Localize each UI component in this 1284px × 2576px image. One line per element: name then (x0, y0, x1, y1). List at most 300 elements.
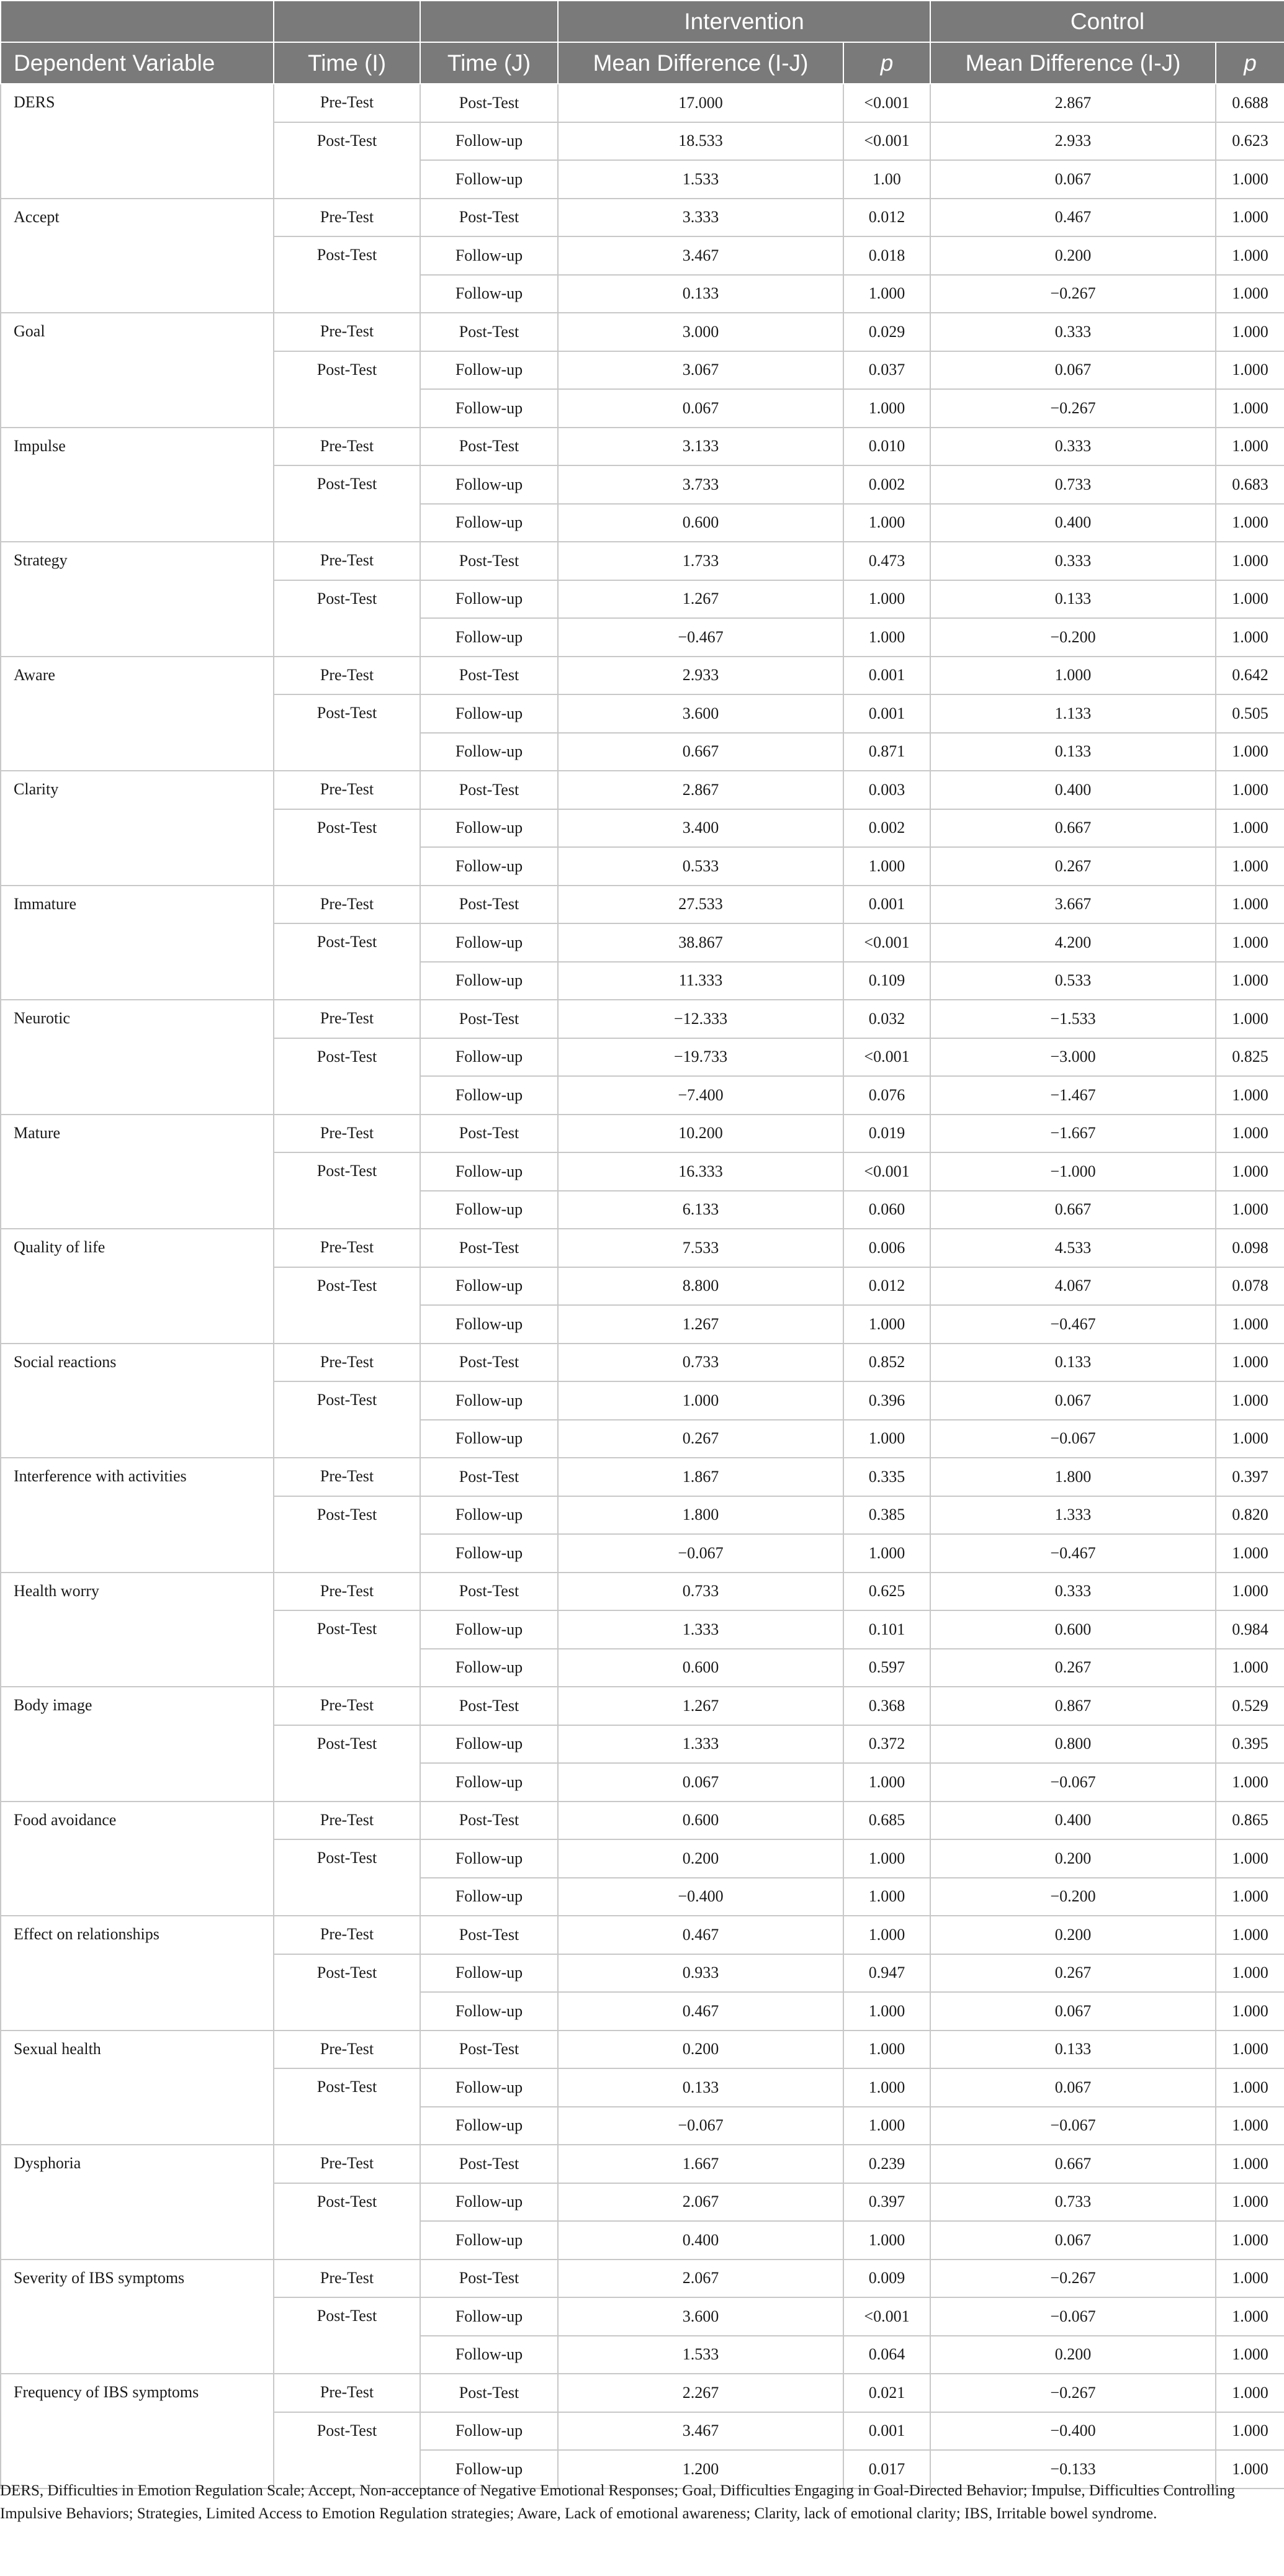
control-mean-difference-cell: −1.533 (930, 1000, 1216, 1038)
time-j-cell: Follow-up (420, 1038, 558, 1077)
control-p-cell: 1.000 (1216, 389, 1284, 428)
header-intervention-group: Intervention (558, 1, 930, 42)
control-mean-difference-cell: −0.133 (930, 2450, 1216, 2488)
time-j-cell: Follow-up (420, 2336, 558, 2374)
time-j-cell: Post-Test (420, 2031, 558, 2069)
time-j-cell: Post-Test (420, 1000, 558, 1038)
header-blank-cell (420, 1, 558, 42)
time-j-cell: Follow-up (420, 1191, 558, 1229)
control-mean-difference-cell: 0.200 (930, 2336, 1216, 2374)
dependent-variable-cell: DERS (1, 84, 274, 199)
control-mean-difference-cell: 1.333 (930, 1496, 1216, 1535)
table-row (1, 313, 1284, 351)
intervention-mean-difference-cell: 1.533 (558, 2336, 843, 2374)
time-j-cell: Post-Test (420, 2145, 558, 2183)
time-j-cell: Follow-up (420, 809, 558, 848)
time-j-cell: Follow-up (420, 1725, 558, 1764)
time-i-cell: Pre-Test (274, 199, 420, 237)
time-j-cell: Post-Test (420, 1229, 558, 1267)
control-p-cell: 0.825 (1216, 1038, 1284, 1077)
dependent-variable-cell: Sexual health (1, 2031, 274, 2145)
intervention-p-cell: 1.000 (843, 1839, 930, 1878)
control-p-cell: 1.000 (1216, 313, 1284, 351)
time-i-cell: Post-Test (274, 1610, 420, 1687)
control-mean-difference-cell: 0.667 (930, 1191, 1216, 1229)
control-p-cell: 1.000 (1216, 2412, 1284, 2451)
time-j-cell: Follow-up (420, 2221, 558, 2260)
table-row (1, 2145, 1284, 2183)
intervention-mean-difference-cell: 2.867 (558, 771, 843, 809)
intervention-p-cell: 0.473 (843, 542, 930, 580)
time-j-cell: Follow-up (420, 1610, 558, 1649)
header-control-group: Control (930, 1, 1284, 42)
intervention-mean-difference-cell: 0.667 (558, 733, 843, 771)
table-row (1, 1458, 1284, 1496)
control-p-cell: 1.000 (1216, 2297, 1284, 2336)
intervention-p-cell: 0.060 (843, 1191, 930, 1229)
intervention-p-cell: 1.000 (843, 580, 930, 619)
intervention-mean-difference-cell: 3.600 (558, 2297, 843, 2336)
time-i-cell: Post-Test (274, 809, 420, 886)
intervention-p-cell: 0.368 (843, 1687, 930, 1725)
control-p-cell: 1.000 (1216, 1649, 1284, 1687)
time-j-cell: Follow-up (420, 847, 558, 886)
time-i-cell: Pre-Test (274, 542, 420, 580)
intervention-mean-difference-cell: 11.333 (558, 962, 843, 1000)
control-p-cell: 1.000 (1216, 618, 1284, 657)
dependent-variable-cell: Severity of IBS symptoms (1, 2260, 274, 2374)
dependent-variable-cell: Quality of life (1, 1229, 274, 1344)
intervention-p-cell: 0.012 (843, 199, 930, 237)
intervention-p-cell: <0.001 (843, 1038, 930, 1077)
control-mean-difference-cell: −1.667 (930, 1115, 1216, 1153)
intervention-p-cell: 0.018 (843, 236, 930, 275)
control-p-cell: 1.000 (1216, 1344, 1284, 1382)
header-time-i: Time (I) (274, 42, 420, 84)
time-j-cell: Follow-up (420, 1839, 558, 1878)
intervention-mean-difference-cell: 7.533 (558, 1229, 843, 1267)
control-mean-difference-cell: 0.733 (930, 465, 1216, 504)
intervention-mean-difference-cell: −7.400 (558, 1076, 843, 1115)
time-j-cell: Follow-up (420, 1152, 558, 1191)
control-p-cell: 0.683 (1216, 465, 1284, 504)
intervention-mean-difference-cell: 1.333 (558, 1725, 843, 1764)
intervention-mean-difference-cell: 0.733 (558, 1344, 843, 1382)
table-body (1, 84, 1284, 2488)
dependent-variable-cell: Social reactions (1, 1344, 274, 1458)
time-j-cell: Follow-up (420, 2183, 558, 2222)
time-i-cell: Pre-Test (274, 1344, 420, 1382)
control-mean-difference-cell: 0.267 (930, 847, 1216, 886)
table-footnote: DERS, Difficulties in Emotion Regulation Scale; Accept, Non-acceptance of Negative Emotional Responses; Goal, Difficulties Engaging in Goal-Directed Behavior; Impulse, Difficulties Controlling Impulsive Behaviors; Strategies, Limited Access to Emotion Regulation strategies; Aware, Lack of emotional awareness; Clarity, lack of emotional clarity; IBS, Irritable bowel syndrome. (0, 2482, 1235, 2522)
intervention-p-cell: <0.001 (843, 84, 930, 122)
table-row (1, 2031, 1284, 2069)
time-i-cell: Post-Test (274, 1954, 420, 2031)
control-mean-difference-cell: 0.067 (930, 351, 1216, 390)
time-i-cell: Pre-Test (274, 2145, 420, 2183)
intervention-mean-difference-cell: 0.133 (558, 2068, 843, 2107)
table-row (1, 542, 1284, 580)
time-j-cell: Follow-up (420, 1420, 558, 1458)
control-p-cell: 1.000 (1216, 962, 1284, 1000)
intervention-mean-difference-cell: 0.467 (558, 1992, 843, 2031)
control-mean-difference-cell: 3.667 (930, 886, 1216, 924)
intervention-p-cell: 0.239 (843, 2145, 930, 2183)
intervention-mean-difference-cell: −0.400 (558, 1878, 843, 1916)
intervention-mean-difference-cell: 0.933 (558, 1954, 843, 1993)
intervention-p-cell: 1.000 (843, 1305, 930, 1344)
time-j-cell: Post-Test (420, 771, 558, 809)
control-mean-difference-cell: 0.533 (930, 962, 1216, 1000)
time-j-cell: Post-Test (420, 199, 558, 237)
intervention-mean-difference-cell: 8.800 (558, 1267, 843, 1306)
control-mean-difference-cell: −0.267 (930, 2374, 1216, 2412)
time-j-cell: Follow-up (420, 504, 558, 542)
dependent-variable-cell: Frequency of IBS symptoms (1, 2374, 274, 2488)
intervention-mean-difference-cell: 27.533 (558, 886, 843, 924)
control-p-cell: 1.000 (1216, 1839, 1284, 1878)
control-p-cell: 0.397 (1216, 1458, 1284, 1496)
time-i-cell: Post-Test (274, 1152, 420, 1229)
control-mean-difference-cell: 2.933 (930, 122, 1216, 161)
time-j-cell: Post-Test (420, 1573, 558, 1611)
dependent-variable-cell: Aware (1, 657, 274, 771)
time-j-cell: Follow-up (420, 465, 558, 504)
intervention-mean-difference-cell: 3.133 (558, 428, 843, 466)
intervention-p-cell: 1.000 (843, 504, 930, 542)
intervention-mean-difference-cell: 2.933 (558, 657, 843, 695)
intervention-p-cell: 0.029 (843, 313, 930, 351)
time-i-cell: Pre-Test (274, 1802, 420, 1840)
intervention-p-cell: 1.000 (843, 1916, 930, 1954)
time-j-cell: Follow-up (420, 2107, 558, 2145)
intervention-p-cell: 0.009 (843, 2260, 930, 2298)
time-i-cell: Pre-Test (274, 771, 420, 809)
table-row (1, 84, 1284, 122)
intervention-p-cell: 1.000 (843, 2031, 930, 2069)
intervention-p-cell: <0.001 (843, 1152, 930, 1191)
control-p-cell: 0.529 (1216, 1687, 1284, 1725)
header-control-p: p (1216, 42, 1284, 84)
control-p-cell: 1.000 (1216, 1191, 1284, 1229)
control-p-cell: 0.984 (1216, 1610, 1284, 1649)
table-row (1, 1000, 1284, 1038)
time-j-cell: Post-Test (420, 1115, 558, 1153)
control-mean-difference-cell: 0.333 (930, 542, 1216, 580)
intervention-p-cell: 0.012 (843, 1267, 930, 1306)
time-j-cell: Follow-up (420, 1992, 558, 2031)
intervention-p-cell: <0.001 (843, 2297, 930, 2336)
control-mean-difference-cell: 0.267 (930, 1954, 1216, 1993)
control-mean-difference-cell: 1.133 (930, 694, 1216, 733)
control-mean-difference-cell: 0.800 (930, 1725, 1216, 1764)
time-j-cell: Post-Test (420, 542, 558, 580)
time-i-cell: Post-Test (274, 1381, 420, 1458)
intervention-p-cell: 1.000 (843, 1534, 930, 1573)
time-i-cell: Pre-Test (274, 313, 420, 351)
dependent-variable-cell: Food avoidance (1, 1802, 274, 1916)
time-i-cell: Post-Test (274, 1038, 420, 1115)
control-p-cell: 1.000 (1216, 199, 1284, 237)
time-i-cell: Post-Test (274, 923, 420, 1000)
time-j-cell: Follow-up (420, 351, 558, 390)
control-mean-difference-cell: 0.067 (930, 1381, 1216, 1420)
time-j-cell: Post-Test (420, 1344, 558, 1382)
time-i-cell: Pre-Test (274, 1458, 420, 1496)
dependent-variable-cell: Neurotic (1, 1000, 274, 1115)
control-mean-difference-cell: 0.067 (930, 2221, 1216, 2260)
header-time-j: Time (J) (420, 42, 558, 84)
control-p-cell: 1.000 (1216, 1954, 1284, 1993)
time-i-cell: Post-Test (274, 1839, 420, 1916)
control-mean-difference-cell: 0.067 (930, 2068, 1216, 2107)
intervention-mean-difference-cell: 16.333 (558, 1152, 843, 1191)
control-p-cell: 1.000 (1216, 2260, 1284, 2298)
control-p-cell: 1.000 (1216, 2221, 1284, 2260)
control-p-cell: 0.098 (1216, 1229, 1284, 1267)
time-i-cell: Pre-Test (274, 886, 420, 924)
time-j-cell: Post-Test (420, 657, 558, 695)
table-row (1, 2374, 1284, 2412)
control-mean-difference-cell: 0.467 (930, 199, 1216, 237)
time-i-cell: Pre-Test (274, 2031, 420, 2069)
intervention-p-cell: 0.006 (843, 1229, 930, 1267)
dependent-variable-cell: Accept (1, 199, 274, 313)
control-mean-difference-cell: 0.133 (930, 580, 1216, 619)
control-p-cell: 1.000 (1216, 2031, 1284, 2069)
time-j-cell: Post-Test (420, 1802, 558, 1840)
time-j-cell: Follow-up (420, 275, 558, 313)
control-p-cell: 1.000 (1216, 160, 1284, 199)
intervention-p-cell: 0.003 (843, 771, 930, 809)
intervention-mean-difference-cell: 3.467 (558, 236, 843, 275)
control-mean-difference-cell: 4.200 (930, 923, 1216, 962)
table-row (1, 428, 1284, 466)
intervention-p-cell: 1.000 (843, 847, 930, 886)
intervention-mean-difference-cell: −0.467 (558, 618, 843, 657)
time-j-cell: Follow-up (420, 1763, 558, 1802)
intervention-mean-difference-cell: 0.067 (558, 1763, 843, 1802)
intervention-p-cell: 1.000 (843, 1763, 930, 1802)
control-p-cell: 1.000 (1216, 580, 1284, 619)
header-group-row (1, 1, 1284, 42)
control-mean-difference-cell: −0.267 (930, 275, 1216, 313)
control-mean-difference-cell: −0.067 (930, 1763, 1216, 1802)
intervention-p-cell: 1.000 (843, 389, 930, 428)
time-i-cell: Post-Test (274, 694, 420, 771)
control-p-cell: 1.000 (1216, 1115, 1284, 1153)
table-row (1, 771, 1284, 809)
control-mean-difference-cell: −0.467 (930, 1534, 1216, 1573)
control-mean-difference-cell: −0.467 (930, 1305, 1216, 1344)
control-mean-difference-cell: 0.200 (930, 236, 1216, 275)
control-mean-difference-cell: 4.067 (930, 1267, 1216, 1306)
control-p-cell: 1.000 (1216, 236, 1284, 275)
control-p-cell: 0.820 (1216, 1496, 1284, 1535)
intervention-mean-difference-cell: 0.133 (558, 275, 843, 313)
time-j-cell: Post-Test (420, 2374, 558, 2412)
time-j-cell: Follow-up (420, 2412, 558, 2451)
time-i-cell: Pre-Test (274, 428, 420, 466)
intervention-p-cell: 1.000 (843, 275, 930, 313)
time-j-cell: Follow-up (420, 236, 558, 275)
time-j-cell: Post-Test (420, 313, 558, 351)
control-mean-difference-cell: −3.000 (930, 1038, 1216, 1077)
intervention-mean-difference-cell: 3.733 (558, 465, 843, 504)
intervention-mean-difference-cell: 3.600 (558, 694, 843, 733)
control-p-cell: 0.642 (1216, 657, 1284, 695)
control-p-cell: 1.000 (1216, 1763, 1284, 1802)
intervention-mean-difference-cell: −0.067 (558, 1534, 843, 1573)
intervention-p-cell: 1.000 (843, 618, 930, 657)
intervention-p-cell: 1.000 (843, 2068, 930, 2107)
intervention-p-cell: 0.335 (843, 1458, 930, 1496)
intervention-mean-difference-cell: 3.400 (558, 809, 843, 848)
control-p-cell: 1.000 (1216, 809, 1284, 848)
dependent-variable-cell: Goal (1, 313, 274, 428)
time-j-cell: Follow-up (420, 1381, 558, 1420)
control-p-cell: 1.000 (1216, 771, 1284, 809)
dependent-variable-cell: Impulse (1, 428, 274, 542)
control-mean-difference-cell: −0.200 (930, 1878, 1216, 1916)
control-p-cell: 1.000 (1216, 2145, 1284, 2183)
header-dependent-variable: Dependent Variable (1, 42, 274, 84)
table-row (1, 1229, 1284, 1267)
control-p-cell: 1.000 (1216, 733, 1284, 771)
control-mean-difference-cell: 0.400 (930, 504, 1216, 542)
intervention-p-cell: 0.019 (843, 1115, 930, 1153)
control-p-cell: 1.000 (1216, 2068, 1284, 2107)
control-mean-difference-cell: −0.067 (930, 2107, 1216, 2145)
control-mean-difference-cell: −0.200 (930, 618, 1216, 657)
intervention-p-cell: 0.109 (843, 962, 930, 1000)
intervention-mean-difference-cell: 1.267 (558, 580, 843, 619)
control-p-cell: 1.000 (1216, 923, 1284, 962)
intervention-p-cell: 0.597 (843, 1649, 930, 1687)
intervention-p-cell: 0.685 (843, 1802, 930, 1840)
control-mean-difference-cell: 1.800 (930, 1458, 1216, 1496)
intervention-mean-difference-cell: 0.267 (558, 1420, 843, 1458)
table-row (1, 886, 1284, 924)
table-row (1, 1344, 1284, 1382)
time-j-cell: Follow-up (420, 618, 558, 657)
control-p-cell: 0.623 (1216, 122, 1284, 161)
control-p-cell: 1.000 (1216, 1916, 1284, 1954)
control-mean-difference-cell: 0.400 (930, 1802, 1216, 1840)
control-p-cell: 1.000 (1216, 2183, 1284, 2222)
time-j-cell: Follow-up (420, 1305, 558, 1344)
intervention-p-cell: 0.001 (843, 694, 930, 733)
time-i-cell: Pre-Test (274, 1229, 420, 1267)
intervention-mean-difference-cell: 3.467 (558, 2412, 843, 2451)
intervention-p-cell: 0.001 (843, 657, 930, 695)
intervention-mean-difference-cell: 2.267 (558, 2374, 843, 2412)
dependent-variable-cell: Health worry (1, 1573, 274, 1687)
dependent-variable-cell: Interference with activities (1, 1458, 274, 1573)
intervention-p-cell: 1.00 (843, 160, 930, 199)
table-row (1, 1802, 1284, 1840)
control-p-cell: 1.000 (1216, 1076, 1284, 1115)
intervention-p-cell: 0.001 (843, 886, 930, 924)
intervention-mean-difference-cell: 1.000 (558, 1381, 843, 1420)
intervention-p-cell: 0.852 (843, 1344, 930, 1382)
control-mean-difference-cell: 1.000 (930, 657, 1216, 695)
intervention-mean-difference-cell: 1.267 (558, 1687, 843, 1725)
time-j-cell: Follow-up (420, 1496, 558, 1535)
intervention-p-cell: 0.002 (843, 809, 930, 848)
intervention-mean-difference-cell: 0.200 (558, 2031, 843, 2069)
intervention-p-cell: 0.947 (843, 1954, 930, 1993)
control-p-cell: 0.395 (1216, 1725, 1284, 1764)
time-i-cell: Pre-Test (274, 2374, 420, 2412)
intervention-mean-difference-cell: 0.533 (558, 847, 843, 886)
time-j-cell: Follow-up (420, 1954, 558, 1993)
time-j-cell: Follow-up (420, 1649, 558, 1687)
dependent-variable-cell: Dysphoria (1, 2145, 274, 2260)
intervention-mean-difference-cell: 3.333 (558, 199, 843, 237)
control-p-cell: 1.000 (1216, 2336, 1284, 2374)
time-j-cell: Post-Test (420, 886, 558, 924)
intervention-p-cell: 0.001 (843, 2412, 930, 2451)
intervention-mean-difference-cell: 38.867 (558, 923, 843, 962)
intervention-mean-difference-cell: 10.200 (558, 1115, 843, 1153)
time-i-cell: Post-Test (274, 1725, 420, 1802)
control-mean-difference-cell: −0.267 (930, 389, 1216, 428)
intervention-p-cell: 1.000 (843, 1878, 930, 1916)
intervention-mean-difference-cell: 17.000 (558, 84, 843, 122)
control-mean-difference-cell: 2.867 (930, 84, 1216, 122)
intervention-p-cell: 0.021 (843, 2374, 930, 2412)
header-column-row (1, 42, 1284, 84)
header-blank-cell (274, 1, 420, 42)
control-mean-difference-cell: −1.000 (930, 1152, 1216, 1191)
time-j-cell: Follow-up (420, 2450, 558, 2488)
control-mean-difference-cell: 0.333 (930, 313, 1216, 351)
intervention-p-cell: 0.010 (843, 428, 930, 466)
control-mean-difference-cell: 0.200 (930, 1839, 1216, 1878)
table-row (1, 1115, 1284, 1153)
dependent-variable-cell: Clarity (1, 771, 274, 886)
time-j-cell: Follow-up (420, 2297, 558, 2336)
time-j-cell: Follow-up (420, 1534, 558, 1573)
intervention-p-cell: 0.017 (843, 2450, 930, 2488)
intervention-mean-difference-cell: 0.400 (558, 2221, 843, 2260)
control-mean-difference-cell: 0.200 (930, 1916, 1216, 1954)
intervention-mean-difference-cell: 1.333 (558, 1610, 843, 1649)
control-p-cell: 1.000 (1216, 2107, 1284, 2145)
time-i-cell: Pre-Test (274, 1687, 420, 1725)
intervention-mean-difference-cell: 2.067 (558, 2183, 843, 2222)
control-mean-difference-cell: −0.400 (930, 2412, 1216, 2451)
time-i-cell: Post-Test (274, 236, 420, 313)
control-mean-difference-cell: 0.067 (930, 160, 1216, 199)
time-j-cell: Post-Test (420, 2260, 558, 2298)
intervention-p-cell: 0.002 (843, 465, 930, 504)
time-i-cell: Post-Test (274, 580, 420, 657)
intervention-p-cell: 0.064 (843, 2336, 930, 2374)
intervention-p-cell: 1.000 (843, 1992, 930, 2031)
time-i-cell: Post-Test (274, 465, 420, 542)
intervention-mean-difference-cell: 1.267 (558, 1305, 843, 1344)
intervention-mean-difference-cell: −19.733 (558, 1038, 843, 1077)
control-mean-difference-cell: 4.533 (930, 1229, 1216, 1267)
control-mean-difference-cell: 0.133 (930, 1344, 1216, 1382)
time-i-cell: Pre-Test (274, 1000, 420, 1038)
intervention-p-cell: 0.037 (843, 351, 930, 390)
time-i-cell: Pre-Test (274, 1573, 420, 1611)
intervention-p-cell: 1.000 (843, 1420, 930, 1458)
time-j-cell: Follow-up (420, 580, 558, 619)
